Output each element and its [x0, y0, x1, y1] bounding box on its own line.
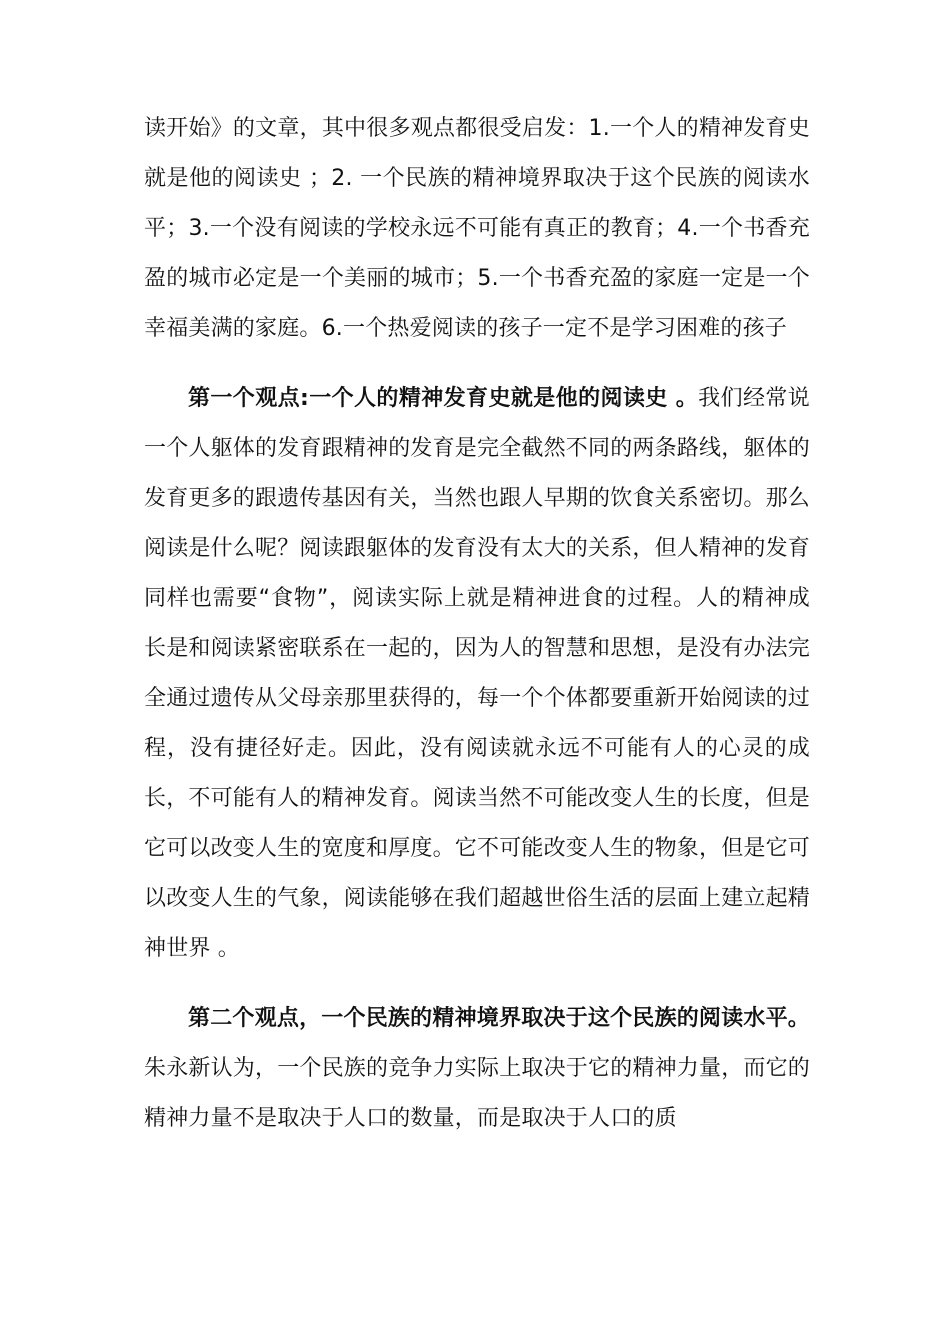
- paragraph-second-viewpoint: [144, 994, 810, 1144]
- first-viewpoint-heading: 第一个观点:一个人的精神发育史就是他的阅读史 。: [188, 386, 699, 411]
- paragraph-first-viewpoint: [144, 374, 810, 974]
- first-viewpoint-text: 我们经常说一个人躯体的发育跟精神的发育是完全截然不同的两条路线，躯体的发育更多的跟遗传基因有关，当然也跟人早期的饮食关系密切。那么阅读是什么呢？阅读跟躯体的发育没有太大的关系，但人精神的发育同样也需要“食物”，阅读实际上就是精神进食的过程。人的精神成长是和阅读紧密联系在一起的，因为人的智慧和思想，是没有办法完全通过遗传从父母亲那里获得的，每一个个体都要重新开始阅读的过程，没有捷径好走。因此，没有阅读就永远不可能有人的心灵的成长，不可能有人的精神发育。阅读当然不可能改变人生的长度，但是它可以改变人生的宽度和厚度。它不可能改变人生的物象，但是它可以改变人生的气象，阅读能够在我们超越世俗生活的层面上建立起精神世界 。: [144, 386, 811, 961]
- paragraph-intro-text: 读开始》的文章，其中很多观点都很受启发：1.一个人的精神发育史就是他的阅读史 ；2. 一个民族的精神境界取决于这个民族的阅读水平；3.一个没有阅读的学校永远不可能有真正的教育；4.一个书香充盈的城市必定是一个美丽的城市；5.一个书香充盈的家庭一定是一个幸福美满的家庭。6.一个热爱阅读的孩子一定不是学习困难的孩子: [144, 116, 810, 341]
- second-viewpoint-heading: 第二个观点，一个民族的精神境界取决于这个民族的阅读水平。: [188, 1006, 810, 1031]
- document-body: [144, 104, 810, 1144]
- paragraph-intro: [144, 104, 810, 354]
- second-viewpoint-text: 朱永新认为，一个民族的竞争力实际上取决于它的精神力量，而它的精神力量不是取决于人口的数量，而是取决于人口的质: [144, 1056, 811, 1131]
